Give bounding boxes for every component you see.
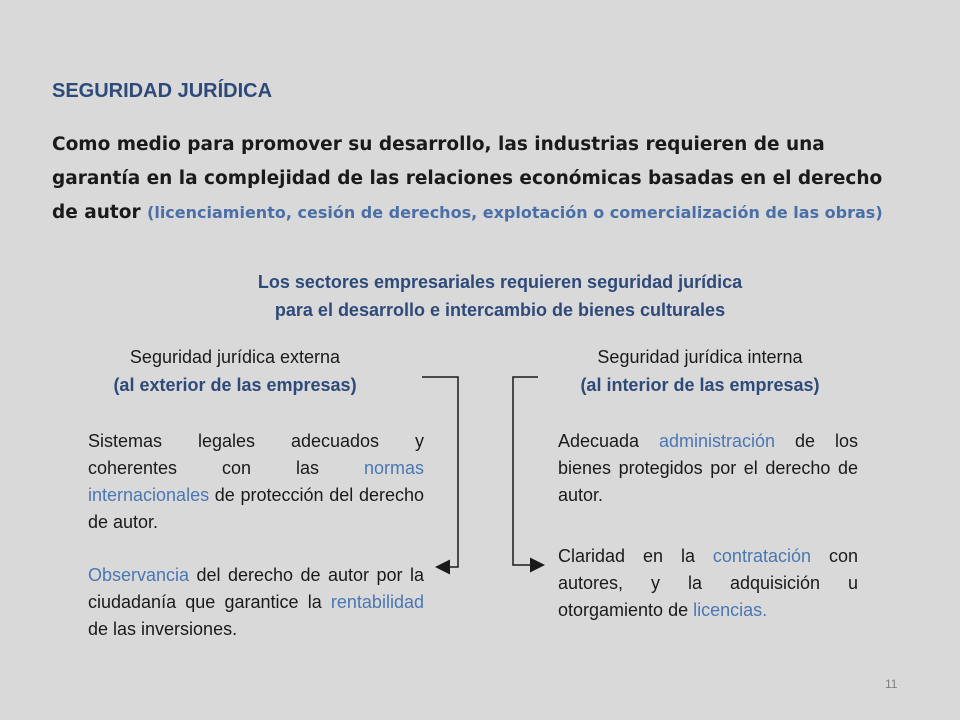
subtitle-line-1: Los sectores empresariales requieren seguridad jurídica [257,272,743,292]
internal-p1-highlight: administración [659,431,776,451]
internal-p2-text-b: con autores, y la adquisición u otorgamiento de [558,546,858,620]
internal-p2-text-a: Claridad en la [558,546,695,566]
external-p2-highlight-2: rentabilidad [330,592,424,612]
external-bracket-arrow [422,377,458,567]
subtitle-line-2: para el desarrollo e intercambio de bienes culturales [274,300,726,320]
internal-p1-text-a: Adecuada [558,431,640,451]
internal-subtitle-text: (al interior de las empresas) [580,375,820,395]
page-number: 11 [885,677,898,691]
external-p1-highlight: normas internacionales [88,458,424,505]
internal-title-text: Seguridad jurídica interna [597,347,803,367]
external-title-text: Seguridad jurídica externa [129,347,341,367]
external-p2-highlight-1: Observancia [88,565,190,585]
external-p1-text-a: Sistemas legales adecuados y coherentes con las [88,431,424,478]
slide-heading: SEGURIDAD JURÍDICA [52,80,273,102]
external-subtitle-text: (al exterior de las empresas) [113,375,357,395]
external-p2-text-b: de las inversiones. [88,619,238,639]
external-p2-text-a: del derecho de autor por la ciudadanía que garantice la [88,565,424,612]
internal-p2-highlight-1: contratación [712,546,811,566]
internal-p1-text-b: de los bienes protegidos por el derecho de autor. [558,431,858,505]
intro-parenthetical: (licenciamiento, cesión de derechos, explotación o comercialización de las obras) [147,203,883,222]
intro-main-text: Como medio para promover su desarrollo, las industrias requieren de una garantía en la complejidad de las relaciones económicas basadas en el derecho de autor [52,134,883,223]
external-p1-text-b: de protección del derecho de autor. [88,485,424,532]
internal-bracket-arrow [513,377,542,565]
internal-p2-highlight-2: licencias. [693,600,768,620]
